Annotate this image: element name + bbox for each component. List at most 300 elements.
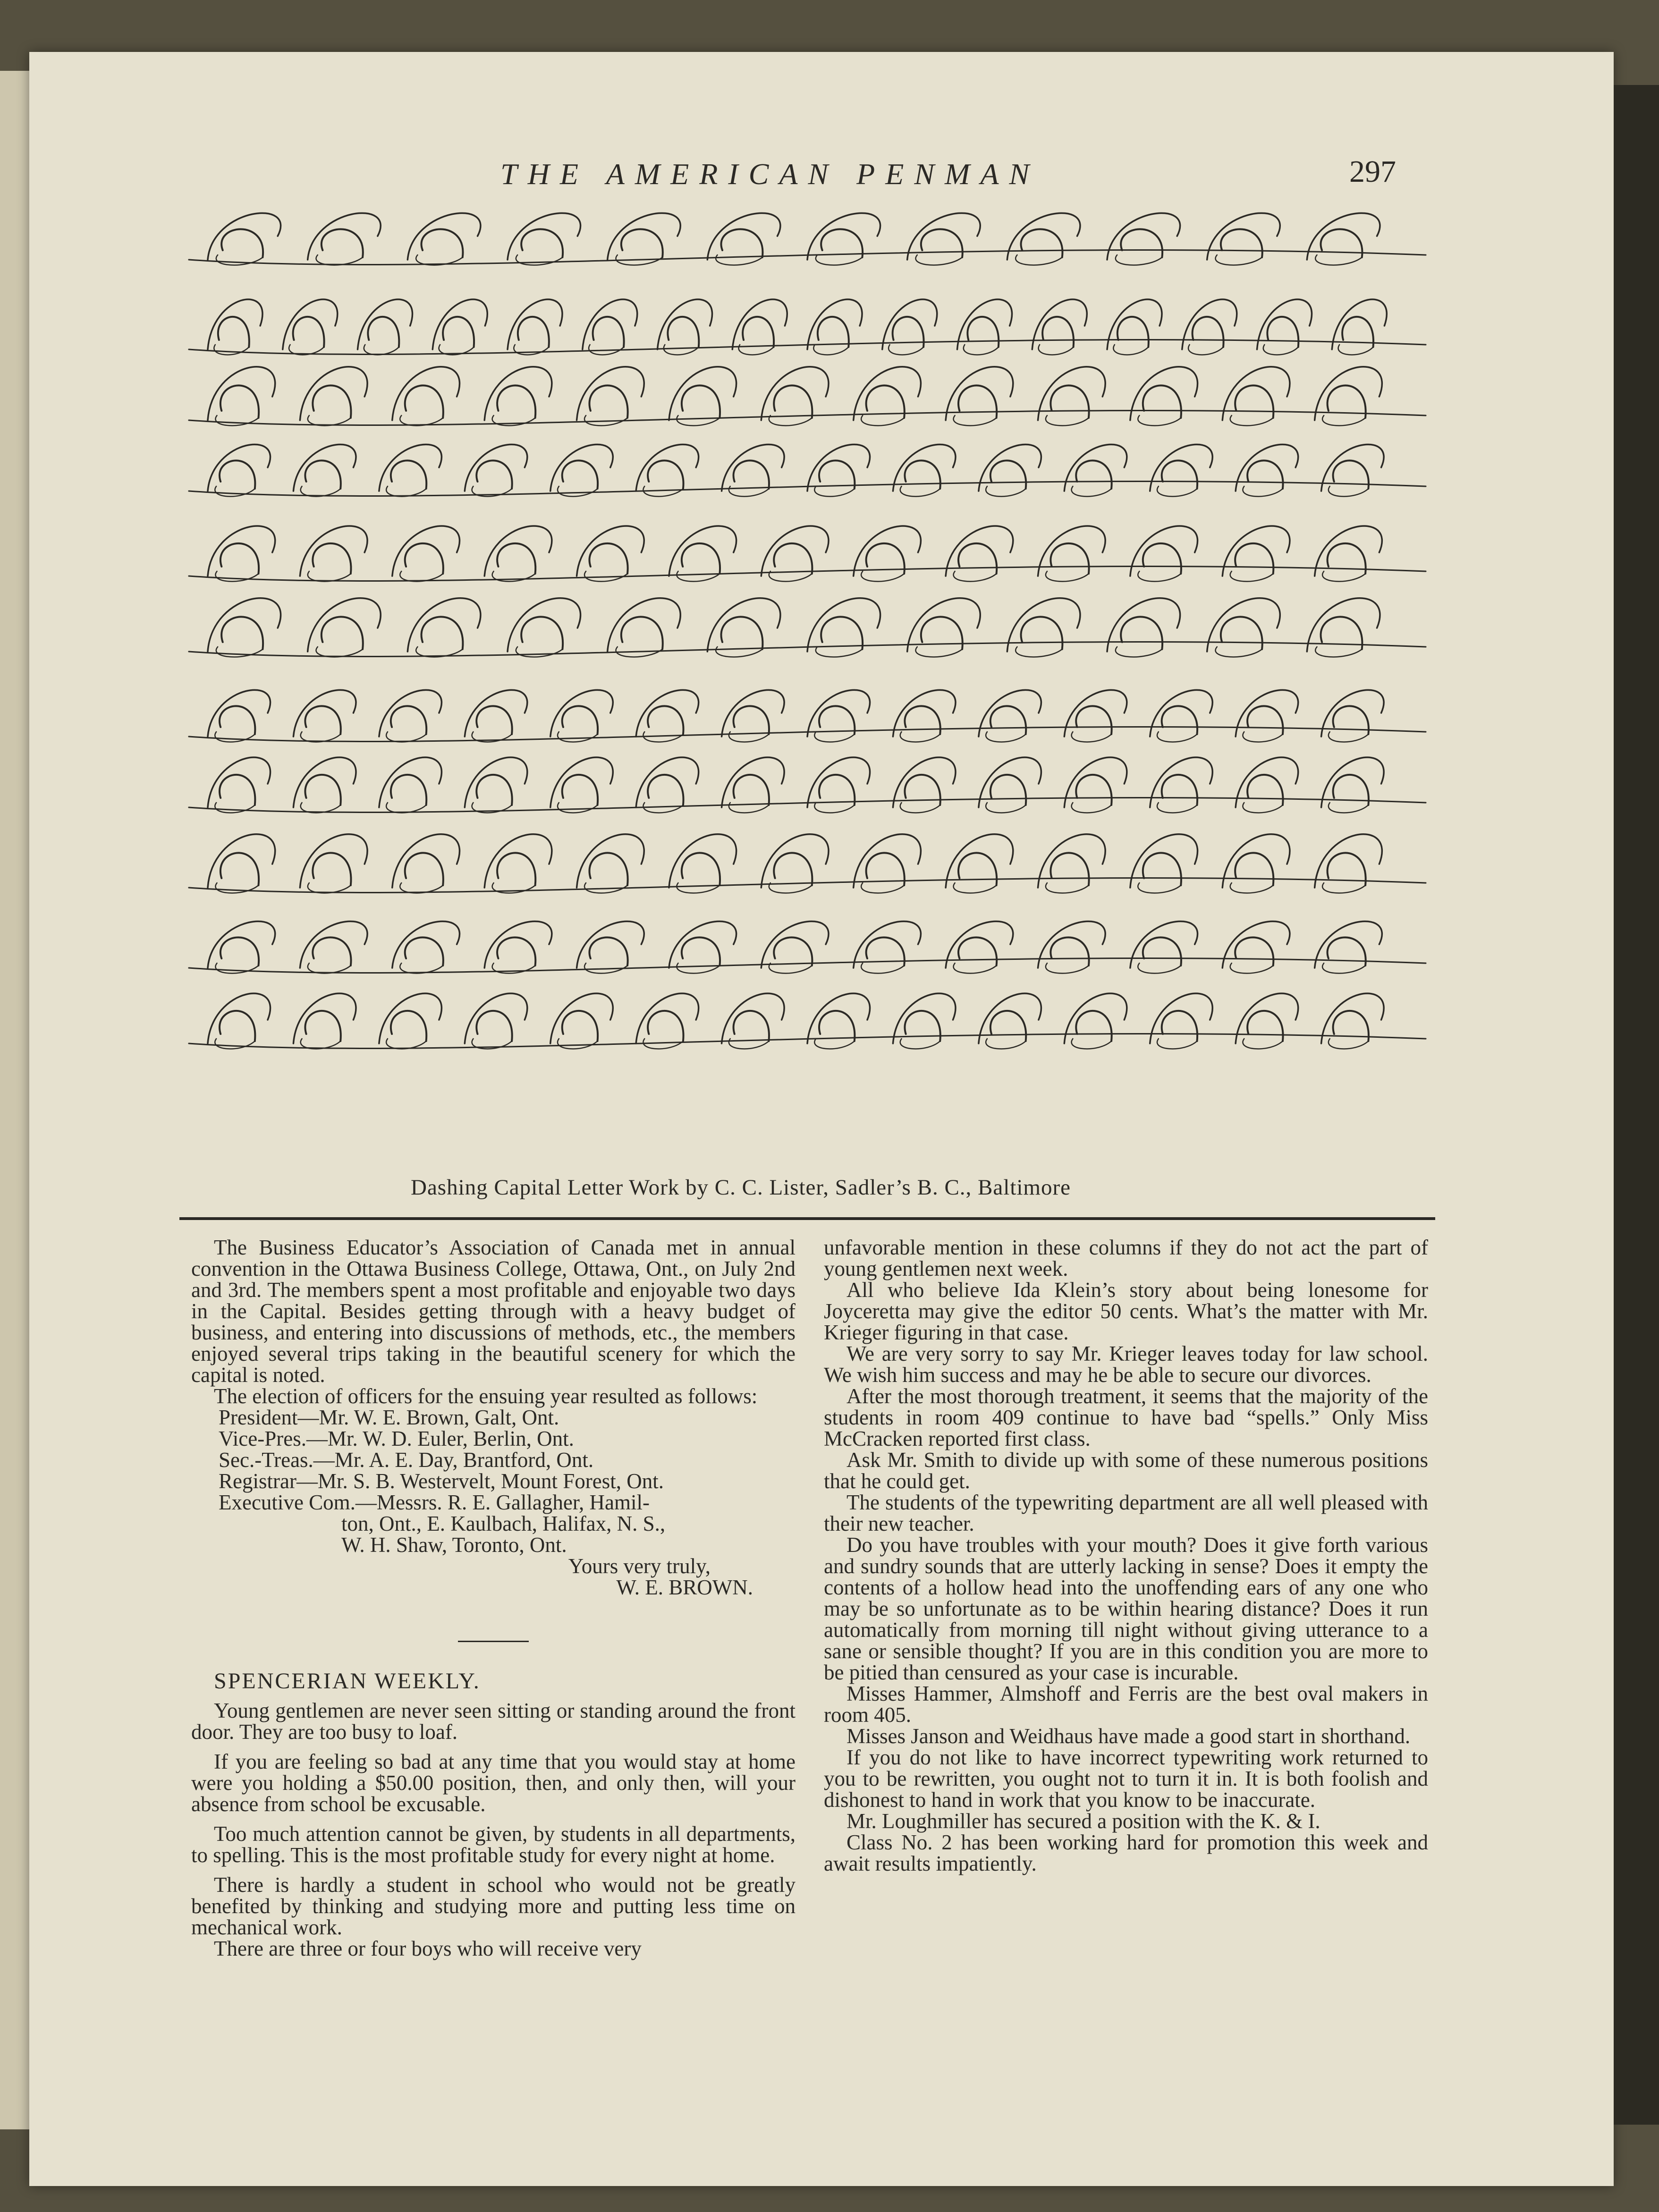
flourish-stroke [986,732,1026,742]
flourish-stroke [979,690,1041,737]
flourish-stroke [392,834,460,888]
flourish-stroke [562,460,598,489]
section-rule [179,1217,1435,1220]
letter-signature: W. E. BROWN. [616,1576,753,1599]
flourish-stroke [964,345,999,355]
flourish-stroke [761,367,829,420]
flourish-stroke [283,299,338,349]
flourish-stroke [308,598,381,652]
flourish-stroke [608,213,681,260]
flourish-stroke [1215,647,1262,657]
flourish-stroke [1143,543,1181,574]
flourish-stroke [861,571,904,581]
flourish-stroke [1157,803,1197,813]
flourish-stroke [208,526,275,576]
flourish-stroke [734,775,769,805]
flourish-stroke [1076,460,1111,489]
flourish-stroke [1230,571,1273,581]
flourish-stroke [1150,757,1213,807]
flourish-stroke [208,757,271,807]
flourish-stroke [821,617,863,649]
flourish-stroke [677,415,719,425]
flourish-stroke [1107,598,1180,652]
officer-line: Executive Com.—Messrs. R. E. Gallagher, Hamil- [219,1491,650,1514]
flourish-stroke [1046,415,1089,425]
flourish-stroke [1247,775,1283,805]
flourish-stroke [301,803,341,813]
flourish-stroke [391,1011,426,1041]
flourish-stroke [208,444,271,491]
flourish-stroke [990,775,1026,805]
flourish-stroke [215,1039,255,1049]
flourish-stroke [577,526,644,576]
flourish-stroke [391,706,426,734]
left-column [191,1237,796,1959]
flourish-stroke [816,647,863,657]
flourish-stroke [593,317,624,347]
flourish-stroke [1046,883,1089,893]
flourish-stroke [761,834,829,888]
flourish-stroke [405,937,443,966]
flourish-stroke [562,775,598,805]
flourish-stroke [516,255,563,265]
flourish-stroke [861,963,904,973]
flourish-stroke [316,255,363,265]
flourish-stroke [476,460,512,489]
flourish-stroke [300,921,367,968]
flourish-stroke [814,803,855,813]
flourish-stroke [215,571,258,581]
flourish-stroke [900,732,940,742]
flourish-stroke [220,706,255,734]
flourish-stroke [807,757,870,807]
flourish-stroke [508,213,581,260]
flourish-stroke [1162,1011,1197,1041]
flourish-stroke [465,757,527,807]
flourish-stroke [322,617,363,649]
flourish-stroke [1322,571,1365,581]
officer-line: W. H. Shaw, Toronto, Ont. [341,1533,567,1557]
flourish-stroke [669,921,736,968]
flourish-stroke [208,213,281,260]
flourish-stroke [484,921,552,968]
flourish-stroke [1322,963,1365,973]
flourish-stroke [636,993,699,1043]
flourish-stroke [405,385,443,418]
flourish-stroke [562,1011,598,1041]
flourish-stroke [589,853,627,885]
flourish-stroke [465,993,527,1043]
flourish-stroke [900,486,940,496]
flourish-stroke [1121,229,1162,257]
flourish-stroke [189,878,1426,892]
flourish-stroke [215,415,258,425]
flourish-stroke [208,993,271,1043]
flourish-stroke [682,853,720,885]
flourish-stroke [761,921,829,968]
divider [458,1641,529,1642]
flourish-stroke [514,345,549,355]
flourish-stroke [1243,803,1283,813]
flourish-stroke [1064,690,1127,737]
flourish-stroke [1236,444,1298,491]
flourish-stroke [1157,486,1197,496]
flourish-stroke [1236,993,1298,1043]
flourish-stroke [1263,345,1298,355]
flourish-stroke [1050,385,1089,418]
flourish-stroke [1072,1039,1112,1049]
flourish-stroke [386,1039,426,1049]
flourish-stroke [1247,1011,1283,1041]
flourish-stroke [669,834,736,888]
flourish-stroke [1046,571,1089,581]
flourish-stroke [221,229,263,257]
flourish-stroke [220,853,259,885]
flourish-stroke [220,937,259,966]
flourish-stroke [1046,963,1089,973]
flourish-stroke [1116,255,1162,265]
news-paragraph: Mr. Loughmiller has secured a position with the K. & I. [846,1809,1320,1833]
flourish-stroke [1243,486,1283,496]
flourish-stroke [305,775,340,805]
flourish-stroke [577,921,644,968]
flourish-stroke [1322,415,1365,425]
flourish-stroke [301,486,341,496]
flourish-stroke [1322,883,1365,893]
flourish-stroke [558,732,598,742]
news-paragraph: After the most thorough treatment, it seems that the majority of the students in room 409 continue to have bad “spells.” Only Miss McCracken reported first class. [824,1384,1428,1450]
flourish-stroke [407,598,481,652]
flourish-stroke [958,543,997,574]
flourish-stroke [1193,317,1224,347]
flourish-stroke [1243,732,1283,742]
flourish-stroke [220,385,259,418]
flourish-stroke [308,883,351,893]
right-column [824,1237,1428,1874]
flourish-stroke [1121,617,1162,649]
flourish-stroke [465,690,527,737]
penmanship-specimen [179,194,1435,1176]
flourish-stroke [979,993,1041,1043]
flourish-stroke [313,385,351,418]
flourish-stroke [1076,1011,1111,1041]
flourish-stroke [1138,415,1181,425]
flourish-stroke [1039,345,1074,355]
specimen-caption: Dashing Capital Letter Work by C. C. Lister, Sadler’s B. C., Baltimore [411,1175,1071,1200]
flourish-stroke [368,317,399,347]
flourish-stroke [1157,732,1197,742]
flourish-stroke [732,299,787,349]
flourish-stroke [1315,255,1362,265]
flourish-stroke [220,775,255,805]
flourish-stroke [583,299,637,349]
flourish-stroke [386,732,426,742]
flourish-stroke [954,883,997,893]
flourish-stroke [558,803,598,813]
news-paragraph: Misses Hammer, Almshoff and Ferris are the best oval makers in room 405. [824,1682,1428,1727]
flourish-stroke [220,543,259,574]
flourish-stroke [1021,229,1063,257]
flourish-stroke [313,543,351,574]
flourish-stroke [1143,853,1181,885]
flourish-stroke [854,367,921,420]
flourish-stroke [861,883,904,893]
flourish-stroke [392,526,460,576]
flourish-stroke [889,345,923,355]
flourish-stroke [648,775,683,805]
flourish-stroke [682,937,720,966]
flourish-stroke [990,460,1026,489]
flourish-stroke [293,317,324,347]
flourish-stroke [818,317,849,347]
flourish-stroke [1050,853,1089,885]
flourish-stroke [300,526,367,576]
flourish-stroke [558,1039,598,1049]
flourish-stroke [1236,690,1298,737]
flourish-stroke [774,385,812,418]
flourish-stroke [954,963,997,973]
section-heading: SPENCERIAN WEEKLY. [214,1669,481,1694]
flourish-stroke [915,647,962,657]
flourish-stroke [313,853,351,885]
flourish-stroke [1235,937,1273,966]
flourish-stroke [550,993,613,1043]
flourish-stroke [1076,706,1111,734]
flourish-stroke [1222,526,1290,576]
flourish-stroke [293,993,356,1043]
flourish-stroke [721,229,763,257]
flourish-stroke [819,460,855,489]
flourish-stroke [1222,921,1290,968]
flourish-stroke [677,963,719,973]
flourish-stroke [1138,883,1181,893]
flourish-stroke [550,757,613,807]
flourish-stroke [734,706,769,734]
flourish-stroke [293,444,356,491]
convention-paragraph: The Business Educator’s Association of Canada met in annual convention in the Ottawa Business College, Ottawa, Ont., on July 2nd and 3rd. The members spent a most profitable and enjoyable two days in the Capital. Besides getting through with a heavy budget of business, and entering into discussions of methods, etc., the members enjoyed several trips taking in the beautiful scenery for which the capital is noted. [191,1236,796,1387]
flourish-stroke [707,213,780,260]
flourish-stroke [1064,757,1127,807]
flourish-stroke [1221,617,1262,649]
flourish-stroke [819,706,855,734]
flourish-stroke [1329,1039,1369,1049]
news-paragraph: Ask Mr. Smith to divide up with some of these numerous positions that he could get. [824,1448,1428,1493]
flourish-stroke [915,255,962,265]
flourish-stroke [589,937,627,966]
flourish-stroke [1130,834,1198,888]
flourish-stroke [589,543,627,574]
news-paragraph: Class No. 2 has been working hard for promotion this week and await results impatiently. [824,1831,1428,1875]
flourish-stroke [900,1039,940,1049]
book-edge [1614,85,1659,2125]
flourish-stroke [958,385,997,418]
flourish-stroke [305,460,340,489]
flourish-stroke [1182,299,1237,349]
flourish-stroke [518,317,549,347]
news-paragraph: Misses Janson and Weidhaus have made a good start in shorthand. [846,1724,1411,1748]
flourish-stroke [722,993,785,1043]
flourish-stroke [391,775,426,805]
flourish-stroke [900,803,940,813]
flourish-stroke [220,1011,255,1041]
news-paragraph: Young gentlemen are never seen sitting or standing around the front door. They are too busy to loaf. [191,1699,796,1744]
flourish-stroke [807,690,870,737]
flourish-stroke [476,706,512,734]
flourish-stroke [508,598,581,652]
flourish-stroke [405,853,443,885]
flourish-stroke [313,937,351,966]
flourish-stroke [761,526,829,576]
news-paragraph: The students of the typewriting department are all well pleased with their new teacher. [824,1491,1428,1535]
flourish-stroke [484,526,552,576]
flourish-stroke [1162,775,1197,805]
flourish-stroke [215,803,255,813]
flourish-stroke [407,213,481,260]
flourish-stroke [492,963,535,973]
flourish-stroke [508,299,562,349]
flourish-stroke [484,367,552,420]
flourish-stroke [1072,486,1112,496]
news-paragraph: If you are feeling so bad at any time that you would stay at home were you holding a $50.00 position, then, and only then, will your absence from school be excusable. [191,1750,796,1816]
flourish-stroke [648,1011,683,1041]
flourish-stroke [774,937,812,966]
flourish-stroke [1032,299,1087,349]
flourish-stroke [816,255,863,265]
flourish-stroke [648,460,683,489]
flourish-stroke [722,690,785,737]
flourish-stroke [946,921,1013,968]
flourish-stroke [677,571,719,581]
capital-letter-flourishes [179,194,1435,1176]
flourish-stroke [1038,834,1105,888]
flourish-stroke [305,706,340,734]
flourish-stroke [958,937,997,966]
flourish-stroke [608,598,681,652]
flourish-stroke [1016,647,1062,657]
flourish-stroke [577,367,644,420]
flourish-stroke [954,571,997,581]
flourish-stroke [322,229,363,257]
flourish-stroke [1236,757,1298,807]
flourish-stroke [807,598,880,652]
flourish-stroke [558,486,598,496]
flourish-stroke [979,757,1041,807]
election-paragraph: The election of officers for the ensuing year resulted as follows: [214,1384,758,1408]
flourish-stroke [1042,317,1074,347]
officer-line: Vice-Pres.—Mr. W. D. Euler, Berlin, Ont. [219,1427,574,1450]
flourish-stroke [1235,853,1273,885]
flourish-stroke [293,690,356,737]
flourish-stroke [854,834,921,888]
flourish-stroke [807,444,870,491]
flourish-stroke [308,213,381,260]
flourish-stroke [636,757,699,807]
flourish-stroke [979,444,1041,491]
flourish-stroke [986,803,1026,813]
flourish-stroke [301,732,341,742]
flourish-stroke [1050,543,1089,574]
flourish-stroke [300,367,367,420]
flourish-stroke [1243,1039,1283,1049]
flourish-stroke [1138,963,1181,973]
flourish-stroke [1235,543,1273,574]
officer-line: Registrar—Mr. S. B. Westervelt, Mount Forest, Ont. [219,1469,664,1493]
flourish-stroke [621,229,663,257]
flourish-stroke [497,385,535,418]
flourish-stroke [813,345,848,355]
flourish-stroke [1188,345,1223,355]
flourish-stroke [293,757,356,807]
flourish-stroke [1157,1039,1197,1049]
flourish-stroke [669,526,736,576]
flourish-stroke [189,566,1426,581]
flourish-stroke [379,690,442,737]
flourish-stroke [1329,803,1369,813]
flourish-stroke [392,921,460,968]
flourish-stroke [821,229,863,257]
flourish-stroke [215,732,255,742]
flourish-stroke [682,543,720,574]
flourish-stroke [1221,229,1262,257]
flourish-stroke [220,460,255,489]
flourish-stroke [1107,213,1180,260]
flourish-stroke [958,853,997,885]
flourish-stroke [1130,921,1198,968]
news-paragraph: There is hardly a student in school who would not be greatly benefited by thinking and studying more and putting less time on mechanical work. [191,1873,796,1939]
flourish-stroke [300,834,367,888]
flourish-stroke [1247,706,1283,734]
flourish-stroke [1021,617,1063,649]
flourish-stroke [208,834,275,888]
flourish-stroke [1329,732,1369,742]
flourish-stroke [648,706,683,734]
flourish-stroke [807,993,870,1043]
flourish-stroke [1130,367,1198,420]
flourish-stroke [577,834,644,888]
news-paragraph: unfavorable mention in these columns if they do not act the part of young gentlemen next week. [824,1236,1428,1280]
flourish-stroke [1235,385,1273,418]
flourish-stroke [215,883,258,893]
flourish-stroke [305,1011,340,1041]
flourish-stroke [1257,299,1312,349]
flourish-stroke [364,345,399,355]
flourish-stroke [658,299,712,349]
flourish-stroke [677,883,719,893]
flourish-stroke [521,229,563,257]
flourish-stroke [819,1011,855,1041]
news-paragraph: All who believe Ida Klein’s story about being lonesome for Joyceretta may give the editor 50 cents. What’s the matter with Mr. Krieger figuring in that case. [824,1278,1428,1344]
flourish-stroke [682,385,720,418]
flourish-stroke [215,963,258,973]
flourish-stroke [986,1039,1026,1049]
flourish-stroke [422,617,463,649]
flourish-stroke [1150,993,1213,1043]
flourish-stroke [308,963,351,973]
flourish-stroke [954,415,997,425]
flourish-stroke [386,803,426,813]
flourish-stroke [405,543,443,574]
flourish-stroke [476,1011,512,1041]
flourish-stroke [990,706,1026,734]
running-title: THE AMERICAN PENMAN [500,157,1040,191]
flourish-stroke [1230,883,1273,893]
flourish-stroke [1113,345,1148,355]
flourish-stroke [1207,213,1280,260]
flourish-stroke [208,921,275,968]
flourish-stroke [1117,317,1149,347]
flourish-stroke [1007,598,1080,652]
news-paragraph: We are very sorry to say Mr. Krieger leaves today for law school. We wish him success and may he be able to secure our divorces. [824,1342,1428,1387]
